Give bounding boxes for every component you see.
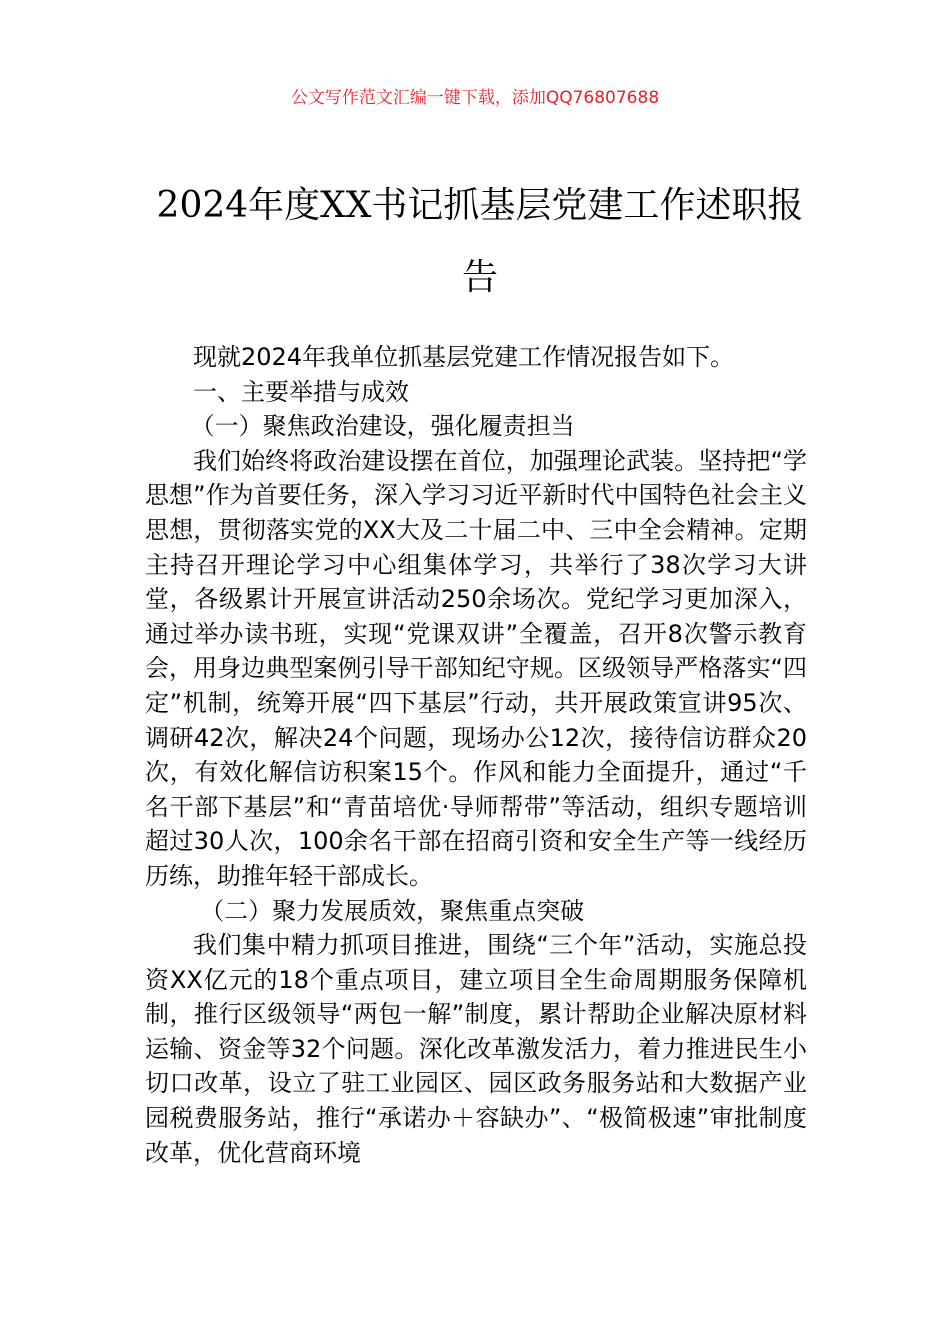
subsection-heading: （一）聚焦政治建设，强化履责担当 (190, 412, 575, 441)
subsection-heading: （二）聚力发展质效，聚焦重点突破 (200, 896, 585, 925)
body-paragraph: 我们集中精力抓项目推进，围绕“三个年”活动，实施总投资XX亿元的18个重点项目，建立项目全生命周期服务保障机制，推行区级领导“两包一解”制度，累计帮助企业解决原材料运输、资金等32个问题。深化改革激发活力，着力推进民生小切口改革，设立了驻工业园区、园区政务服务站和大数据产业园税费服务站，推行“承诺办＋容缺办”、“极简极速”审批制度改革，优化营商环境 (145, 931, 807, 1167)
document-body (145, 340, 807, 1170)
intro-paragraph: 现就2024年我单位抓基层党建工作情况报告如下。 (193, 343, 735, 371)
section-heading: 一、主要举措与成效 (193, 377, 409, 406)
body-paragraph: 我们始终将政治建设摆在首位，加强理论武装。坚持把“学思想”作为首要任务，深入学习习近平新时代中国特色社会主义思想，贯彻落实党的XX大及二十届二中、三中全会精神。定期主持召开理论学习中心组集体学习，共举行了38次学习大讲堂，各级累计开展宣讲活动250余场次。党纪学习更加深入，通过举办读书班，实现“党课双讲”全覆盖，召开8次警示教育会，用身边典型案例引导干部知纪守规。区级领导严格落实“四定”机制，统筹开展“四下基层”行动，共开展政策宣讲95次、调研42次，解决24个问题，现场办公12次，接待信访群众20次，有效化解信访积案15个。作风和能力全面提升，通过“千名干部下基层”和“青苗培优·导师帮带”等活动，组织专题培训超过30人次，100余名干部在招商引资和安全生产等一线经历历练，助推年轻干部成长。 (145, 446, 807, 890)
watermark-banner: 公文写作范文汇编一键下载，添加QQ76807688 (290, 88, 660, 108)
document-title: 2024年度XX书记抓基层党建工作述职报告 (156, 185, 804, 298)
